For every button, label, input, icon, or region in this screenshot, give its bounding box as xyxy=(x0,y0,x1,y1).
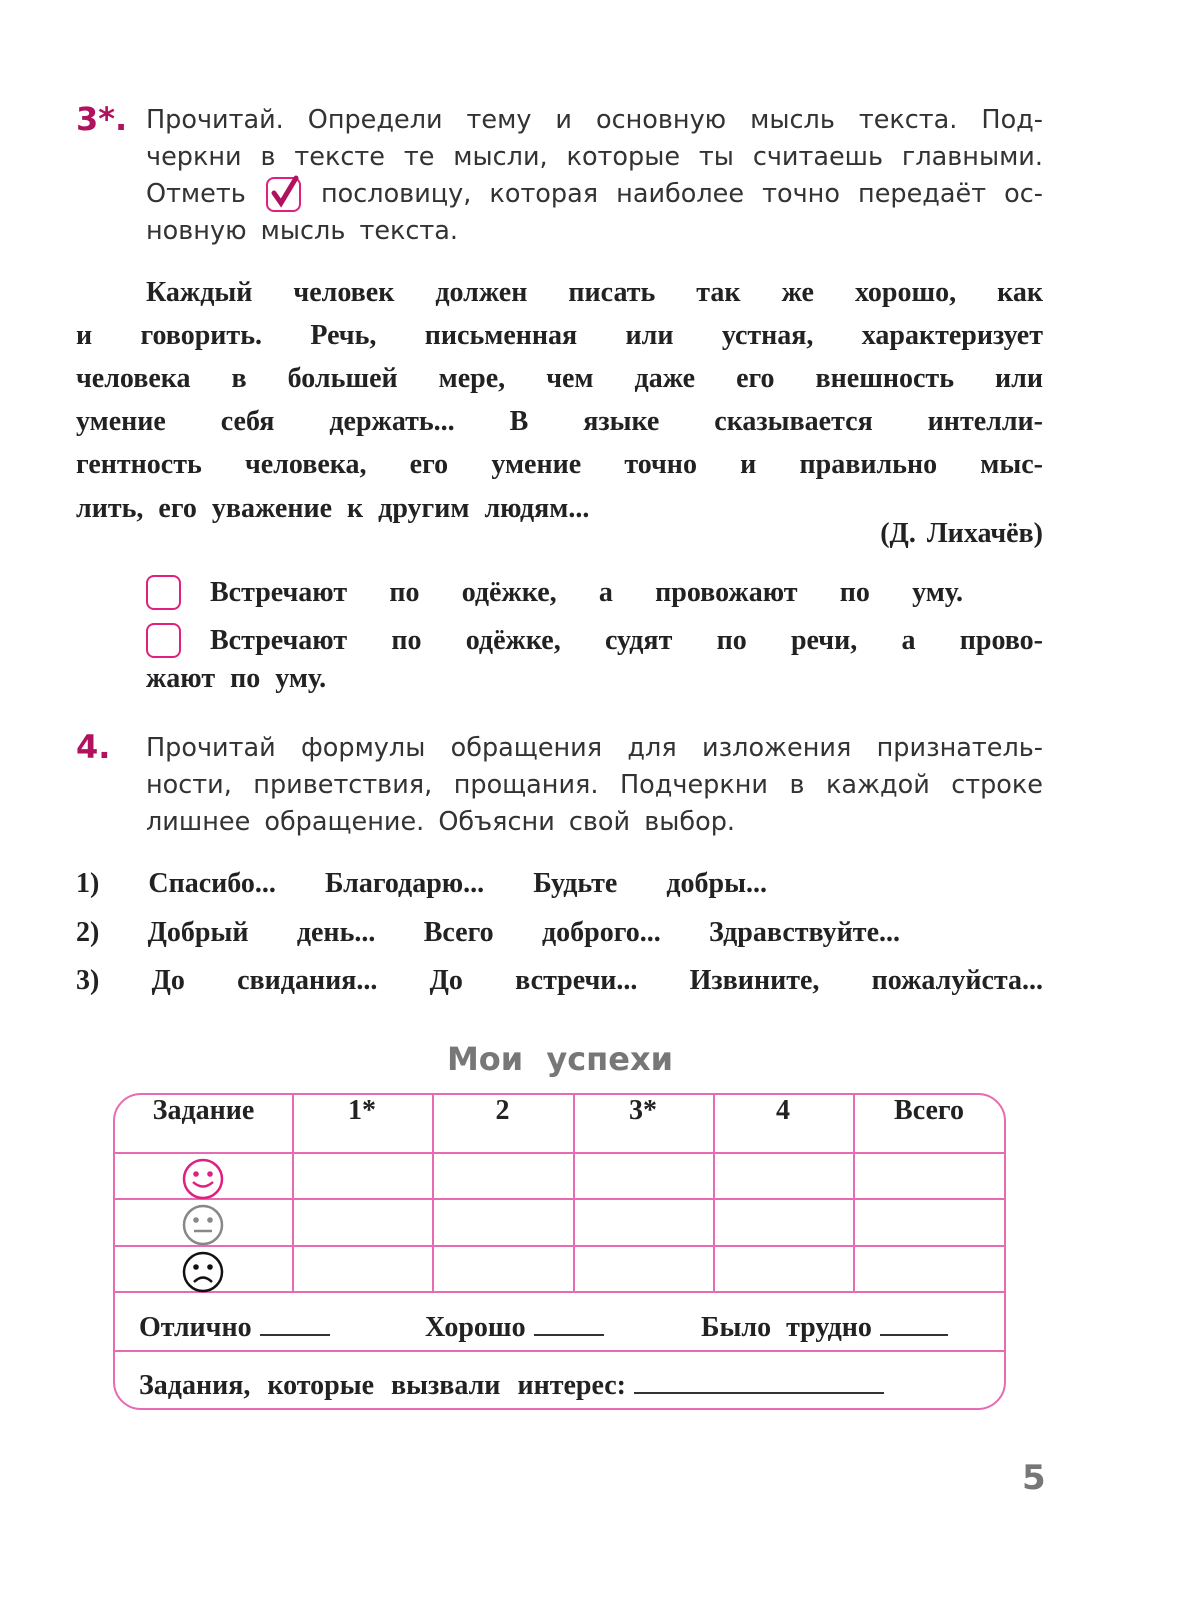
author: (Д. Лихачёв) xyxy=(880,518,1043,549)
sad-face-icon xyxy=(181,1250,225,1294)
success-table xyxy=(113,1093,1006,1410)
task-4-number: 4. xyxy=(76,728,111,766)
list-item: 1) Спасибо... Благодарю... Будьте добры... xyxy=(76,868,767,899)
task-3-instruction-line: Прочитай. Определи тему и основную мысль текста. Под- xyxy=(146,105,1043,135)
text-line: Каждый человек должен писать так же хорошо, как xyxy=(146,277,1043,308)
checked-checkbox-icon xyxy=(266,177,301,212)
proverb-2-checkbox[interactable] xyxy=(146,623,181,658)
happy-face-icon xyxy=(181,1157,225,1201)
task-3-instruction-line: черкни в тексте те мысли, которые ты считаешь главными. xyxy=(146,142,1043,172)
good-blank[interactable] xyxy=(534,1334,604,1336)
text-line: лить, его уважение к другим людям... xyxy=(76,493,590,524)
excellent-blank[interactable] xyxy=(260,1334,330,1336)
text-line: умение себя держать... В языке сказывается интелли- xyxy=(76,406,1043,437)
page-number: 5 xyxy=(1022,1458,1046,1498)
header-cell: 2 xyxy=(495,1095,510,1126)
rating-hard: Было трудно xyxy=(701,1312,948,1344)
task-3-instruction-line xyxy=(146,176,1043,213)
proverb-1: Встречают по одёжке, а провожают по уму. xyxy=(210,577,963,608)
header-cell: Задание xyxy=(152,1095,255,1126)
header-cell: 1* xyxy=(348,1095,376,1126)
task-4-instruction-line: ности, приветствия, прощания. Подчеркни в каждой строке xyxy=(146,770,1043,800)
task-4-instruction-line: Прочитай формулы обращения для изложения признатель- xyxy=(146,733,1043,763)
neutral-face-icon xyxy=(181,1203,225,1247)
instruction-text: пословицу, которая наиболее точно передаёт ос- xyxy=(320,179,1043,209)
task-3-number: 3*. xyxy=(76,100,128,138)
proverb-2: Встречают по одёжке, судят по речи, а прово- xyxy=(210,625,1043,656)
proverb-2: жают по уму. xyxy=(146,663,327,694)
interest-blank[interactable] xyxy=(634,1392,884,1394)
header-cell: 3* xyxy=(629,1095,657,1126)
header-cell: Всего xyxy=(894,1095,964,1126)
interest-row: Задания, которые вызвали интерес: xyxy=(139,1370,884,1402)
task-4-instruction-line: лишнее обращение. Объясни свой выбор. xyxy=(146,807,735,837)
rating-good: Хорошо xyxy=(425,1312,604,1344)
text-line: человека в большей мере, чем даже его внешность или xyxy=(76,363,1043,394)
hard-blank[interactable] xyxy=(880,1334,948,1336)
rating-excellent: Отлично xyxy=(139,1312,330,1344)
task-3-instruction-line: новную мысль текста. xyxy=(146,216,459,246)
proverb-1-checkbox[interactable] xyxy=(146,575,181,610)
text-line: гентность человека, его умение точно и правильно мыс- xyxy=(76,449,1043,480)
header-cell: 4 xyxy=(776,1095,790,1126)
list-item: 3) До свидания... До встречи... Извините, пожалуйста... xyxy=(76,965,1043,996)
list-item: 2) Добрый день... Всего доброго... Здравствуйте... xyxy=(76,917,900,948)
text-line: и говорить. Речь, письменная или устная, характеризует xyxy=(76,320,1043,351)
success-table-title: Мои успехи xyxy=(446,1040,674,1078)
instruction-text: Отметь xyxy=(146,179,246,209)
